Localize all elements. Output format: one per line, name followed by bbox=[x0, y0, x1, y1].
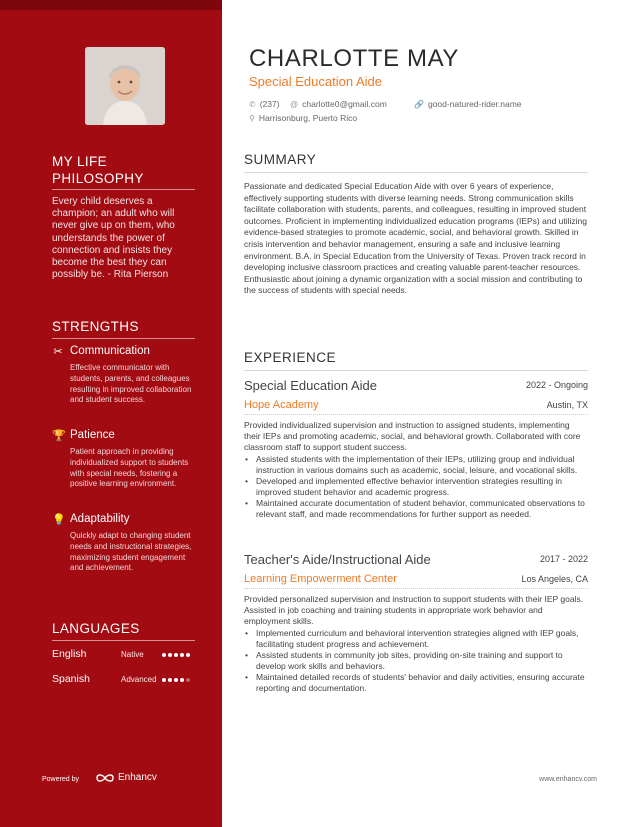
job-title: Teacher's Aide/Instructional Aide bbox=[244, 552, 431, 567]
enhancv-logo-icon bbox=[96, 773, 114, 783]
email-text: charlotte0@gmail.com bbox=[302, 99, 387, 109]
footer-url[interactable]: www.enhancv.com bbox=[539, 776, 597, 783]
profile-photo bbox=[85, 47, 165, 125]
language-name-english: English bbox=[52, 648, 87, 660]
location-pin-icon: ⚲ bbox=[249, 113, 255, 123]
candidate-name: CHARLOTTE MAY bbox=[249, 45, 460, 72]
brand-logo[interactable] bbox=[96, 772, 157, 783]
summary-rule bbox=[244, 172, 588, 173]
brand-name: Enhancv bbox=[118, 772, 157, 783]
link-icon: 🔗 bbox=[414, 99, 424, 109]
job-bullets bbox=[244, 454, 588, 519]
level-dot bbox=[180, 678, 184, 682]
candidate-role: Special Education Aide bbox=[249, 74, 382, 89]
job-bullet: • Developed and implemented effective behavior intervention strategies resulting in improved student behavior and academic progress. bbox=[244, 476, 588, 498]
level-dot bbox=[162, 653, 166, 657]
contact-phone bbox=[249, 99, 280, 109]
job-location: Los Angeles, CA bbox=[521, 574, 588, 584]
strength-desc-communication: Effective communicator with students, parents, and colleagues resulting in improved collaboration and student success. bbox=[70, 363, 192, 405]
location-text: Harrisonburg, Puerto Rico bbox=[258, 113, 358, 123]
philosophy-heading: MY LIFE PHILOSOPHY bbox=[52, 154, 144, 186]
job-summary: Provided individualized supervision and instruction to assigned students, implementing their IEPs and promoting academic, social, and behavioral growth. Collaborated with core classroom staff to support student success. bbox=[244, 420, 581, 452]
job-bullet: • Maintained accurate documentation of student behavior, communicated observations to relevant staff, and made recommendations for further support as needed. bbox=[244, 498, 588, 520]
powered-by-label: Powered by bbox=[42, 776, 79, 783]
job-bullet: • Maintained detailed records of students' behavior and daily activities, ensuring accurate reporting and documentation. bbox=[244, 672, 588, 694]
philosophy-rule bbox=[52, 189, 195, 190]
experience-rule bbox=[244, 370, 588, 371]
trophy-icon: 🏆 bbox=[52, 430, 66, 442]
job-bullet: • Assisted students with the implementation of their IEPs, utilizing group and individual instruction in various domains such as academic, social, leisure, and vocational skills. bbox=[244, 454, 588, 476]
language-name-spanish: Spanish bbox=[52, 673, 90, 685]
job-bullet: • Assisted students in community job sites, providing on-site training and support to develop work skills and behaviors. bbox=[244, 650, 588, 672]
level-dot bbox=[168, 653, 172, 657]
job-divider bbox=[244, 414, 588, 415]
strength-desc-adaptability: Quickly adapt to changing student needs and instructional strategies, maximizing student engagement and achievement. bbox=[70, 531, 192, 573]
lightbulb-icon: 💡 bbox=[52, 514, 66, 526]
job-title: Special Education Aide bbox=[244, 378, 377, 393]
level-dot bbox=[180, 653, 184, 657]
job-bullets bbox=[244, 628, 588, 693]
language-dots-spanish bbox=[162, 678, 190, 682]
level-dot bbox=[186, 678, 190, 682]
job-company: Hope Academy bbox=[244, 399, 319, 411]
languages-heading: LANGUAGES bbox=[52, 621, 140, 636]
job-bullet: • Implemented curriculum and behavioral intervention strategies aligned with IEP goals, facilitating student progress and achievement. bbox=[244, 628, 588, 650]
sidebar bbox=[0, 0, 222, 827]
job-summary: Provided personalized supervision and instruction to support students with their IEP goals. Assisted in job coaching and training students in appropriate work behavior and employment skills. bbox=[244, 594, 584, 626]
sidebar-top-band bbox=[0, 0, 222, 10]
job-divider bbox=[244, 588, 588, 589]
level-dot bbox=[162, 678, 166, 682]
strengths-rule bbox=[52, 338, 195, 339]
language-dots-english bbox=[162, 653, 190, 657]
summary-text: Passionate and dedicated Special Education Aide with over 6 years of experience, effectively supporting students with diverse learning needs. Strong communication skills facilitate collaboration with students, parents, and colleagues, resulting in improved student outcomes. Proficient in implementing individualized education programs (IEPs) and utilizing evidence-based strategies to promote academic, social, and behavioral growth. Skilled in crisis intervention and behavior management, ensuring a safe and inclusive learning environment. B.A. in Special Education from the University of Texas. Proven track record in developing inclusive classroom practices and creating valuable parent-teacher resources. Enthusiastic about joining a dynamic organization with a social mission and contributing to the success of students with special needs. bbox=[244, 181, 588, 296]
job-dates: 2017 - 2022 bbox=[539, 554, 588, 564]
phone-text: (237) bbox=[259, 99, 280, 109]
contact-location bbox=[249, 113, 357, 123]
link-text: good-natured-rider.name bbox=[427, 99, 522, 109]
job-location: Austin, TX bbox=[546, 400, 588, 410]
strengths-heading: STRENGTHS bbox=[52, 319, 139, 334]
language-level-english: Native bbox=[121, 650, 144, 659]
strength-desc-patience: Patient approach in providing individualized support to students with special needs, fostering a positive learning environment. bbox=[70, 447, 189, 489]
job-company: Learning Empowerment Center bbox=[244, 573, 397, 585]
level-dot bbox=[174, 678, 178, 682]
email-icon: @ bbox=[290, 99, 299, 109]
experience-heading: EXPERIENCE bbox=[244, 350, 337, 365]
level-dot bbox=[186, 653, 190, 657]
level-dot bbox=[168, 678, 172, 682]
summary-heading: SUMMARY bbox=[244, 152, 317, 167]
job-dates: 2022 - Ongoing bbox=[525, 380, 588, 390]
strength-title-patience: Patience bbox=[70, 429, 115, 441]
level-dot bbox=[174, 653, 178, 657]
language-level-spanish: Advanced bbox=[121, 675, 157, 684]
languages-rule bbox=[52, 640, 195, 641]
phone-icon: ✆ bbox=[249, 99, 256, 109]
contact-link[interactable] bbox=[414, 99, 522, 109]
strength-title-communication: Communication bbox=[70, 345, 150, 357]
strength-title-adaptability: Adaptability bbox=[70, 513, 130, 525]
contact-email[interactable] bbox=[290, 99, 387, 109]
handshake-icon: ✂ bbox=[53, 346, 63, 358]
philosophy-quote: Every child deserves a champion; an adult who will never give up on them, who understands the power of connection and insists they become the best they can possibly be. - Rita Pierson bbox=[52, 196, 175, 281]
